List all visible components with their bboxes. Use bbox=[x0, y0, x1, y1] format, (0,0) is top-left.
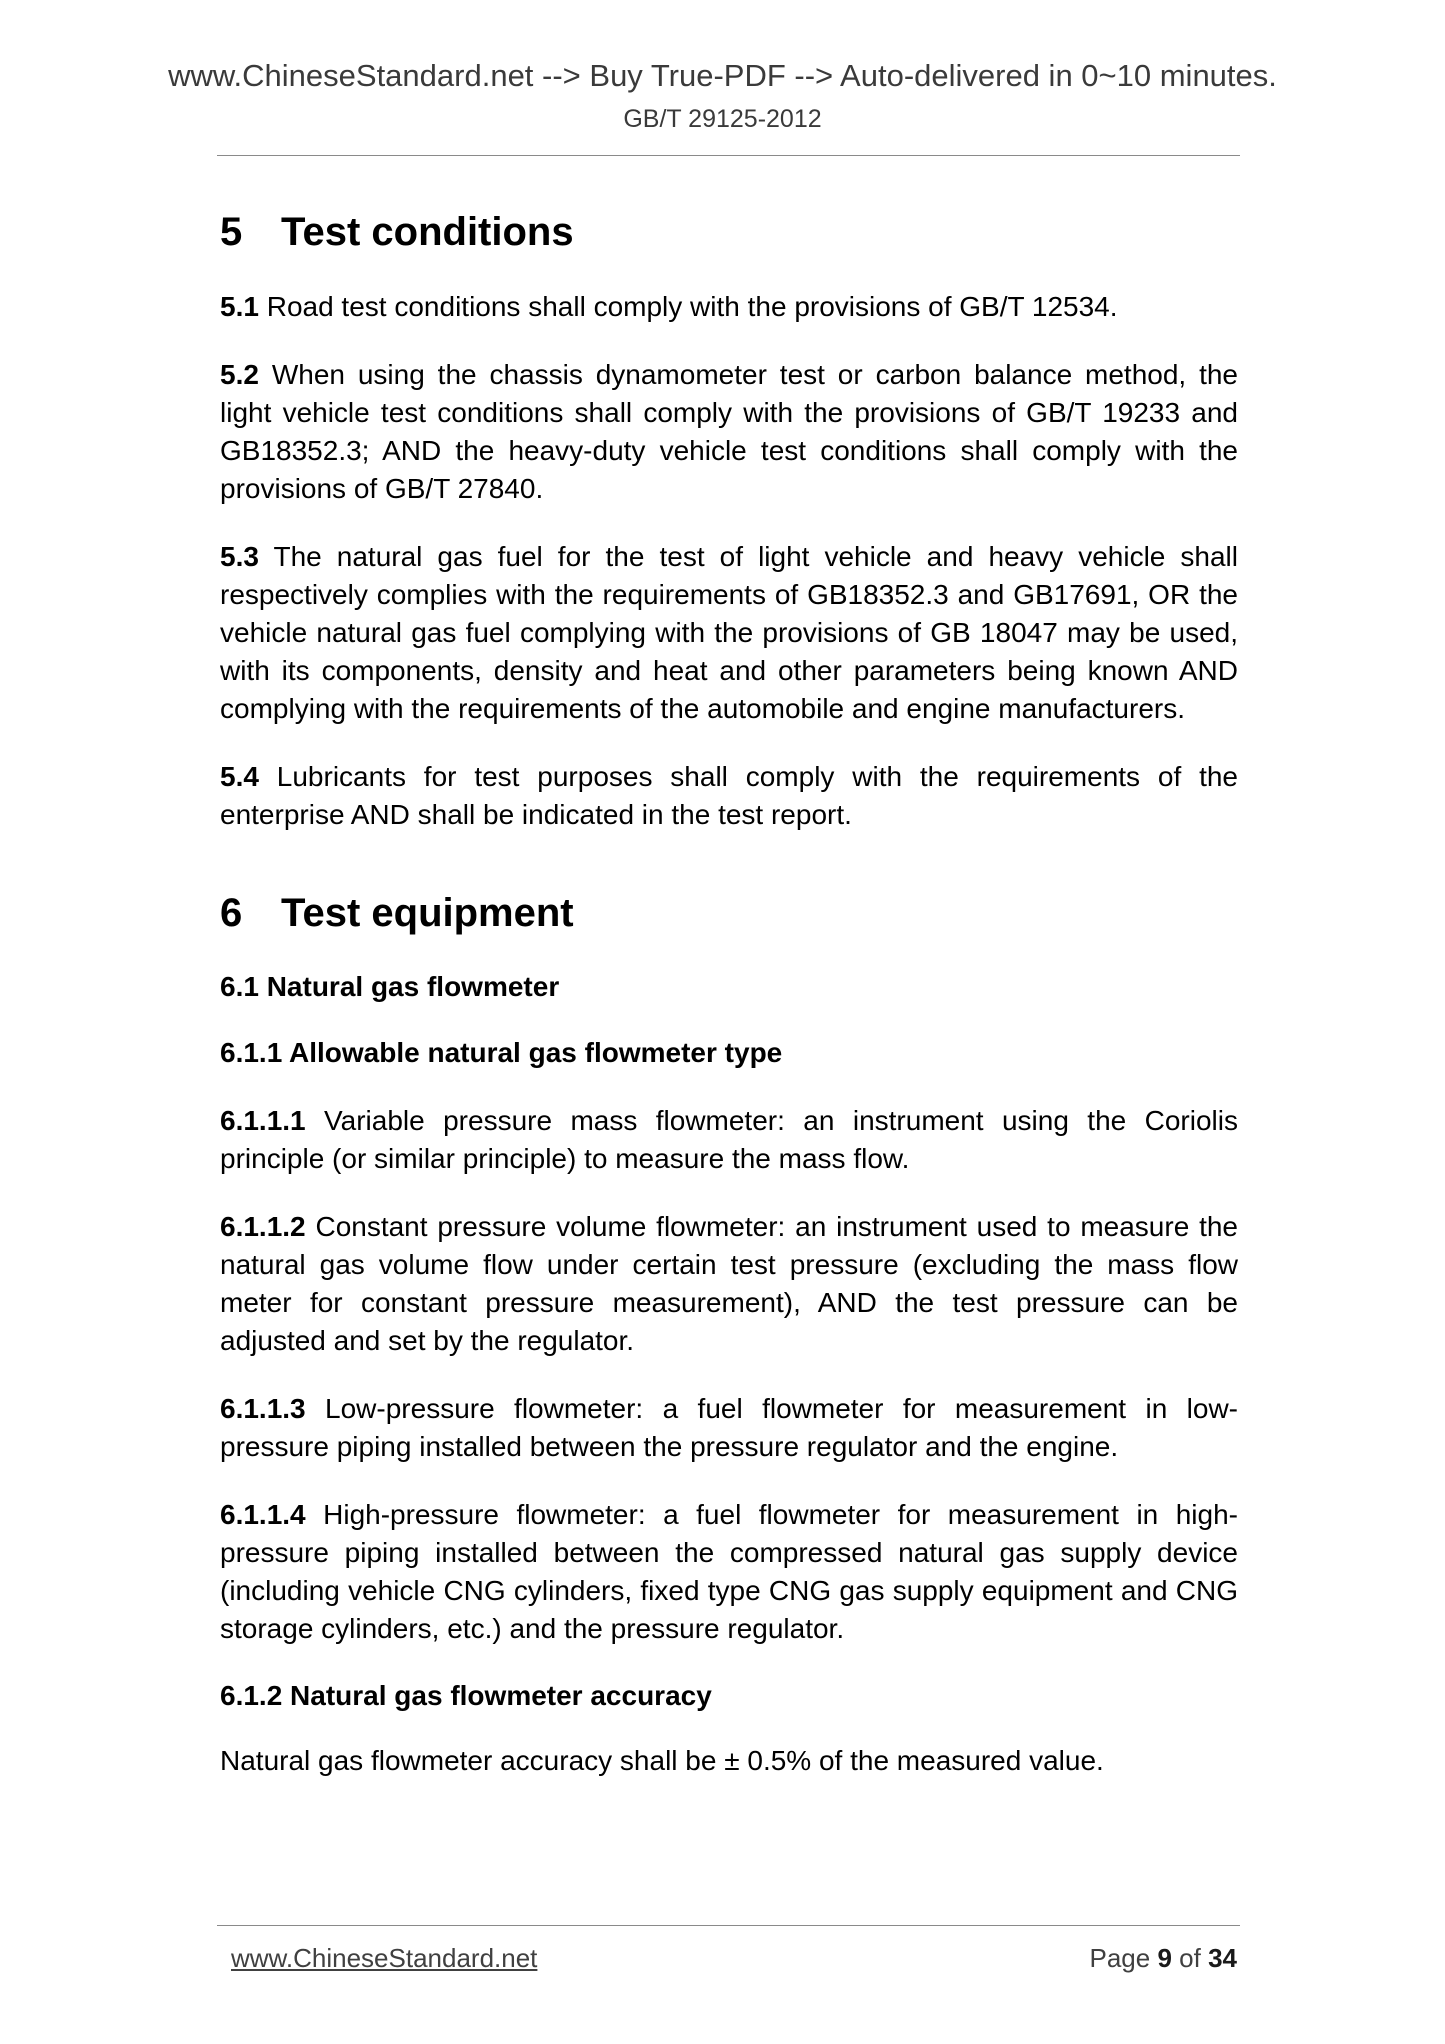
footer-website-link[interactable]: www.ChineseStandard.net bbox=[231, 1943, 538, 1973]
clause-5-3: 5.3 The natural gas fuel for the test of light vehicle and heavy vehicle shall respectively complies with the requirements of GB18352.3 and GB17691, OR the vehicle natural gas fuel complying with the provisions of GB 18047 may be used, with its components, density and heat and other parameters being known AND complying with the requirements of the automobile and engine manufacturers. bbox=[220, 541, 1238, 724]
clause-6-1-1-4: 6.1.1.4 High-pressure flowmeter: a fuel flowmeter for measurement in high-pressure piping installed between the compressed natural gas supply device (including vehicle CNG cylinders, fixed type CNG gas supply equipment and CNG storage cylinders, etc.) and the pressure regulator. bbox=[220, 1498, 1238, 1644]
section-6-heading: 6 Test equipment bbox=[220, 891, 574, 935]
footer-divider bbox=[217, 1925, 1240, 1926]
clause-5-4: 5.4 Lubricants for test purposes shall comply with the requirements of the enterprise AND shall be indicated in the test report. bbox=[220, 761, 1238, 830]
clause-5-2: 5.2 When using the chassis dynamometer test or carbon balance method, the light vehicle test conditions shall comply with the provisions of GB/T 19233 and GB18352.3; AND the heavy-duty vehicle test conditions shall comply with the provisions of GB/T 27840. bbox=[220, 359, 1239, 504]
document-id: GB/T 29125-2012 bbox=[623, 105, 822, 133]
header-banner: www.ChineseStandard.net --> Buy True-PDF --> Auto-delivered in 0~10 minutes. bbox=[168, 58, 1277, 93]
section-5-heading: 5 Test conditions bbox=[220, 210, 574, 254]
page-indicator: Page 9 of 34 bbox=[1089, 1943, 1237, 1973]
clause-6-1-1-1: 6.1.1.1 Variable pressure mass flowmeter: an instrument using the Coriolis principle (or similar principle) to measure the mass flow. bbox=[220, 1104, 1238, 1174]
header-divider bbox=[217, 155, 1240, 156]
subsection-6-1-2-heading: 6.1.2 Natural gas flowmeter accuracy bbox=[220, 1679, 712, 1711]
clause-6-1-1-2: 6.1.1.2 Constant pressure volume flowmeter: an instrument used to measure the natural gas volume flow under certain test pressure (excluding the mass flow meter for constant pressure measurement), AND the test pressure can be adjusted and set by the regulator. bbox=[220, 1210, 1239, 1356]
page-content bbox=[220, 208, 1238, 1780]
subsection-6-1-1-heading: 6.1.1 Allowable natural gas flowmeter type bbox=[220, 1037, 783, 1069]
clause-6-1-1-3: 6.1.1.3 Low-pressure flowmeter: a fuel flowmeter for measurement in low-pressure piping installed between the pressure regulator and the engine. bbox=[220, 1392, 1238, 1462]
clause-5-1: 5.1 Road test conditions shall comply with the provisions of GB/T 12534. bbox=[220, 291, 1118, 322]
accuracy-statement: Natural gas flowmeter accuracy shall be ± 0.5% of the measured value. bbox=[220, 1745, 1104, 1777]
subsection-6-1-heading: 6.1 Natural gas flowmeter bbox=[220, 971, 560, 1002]
